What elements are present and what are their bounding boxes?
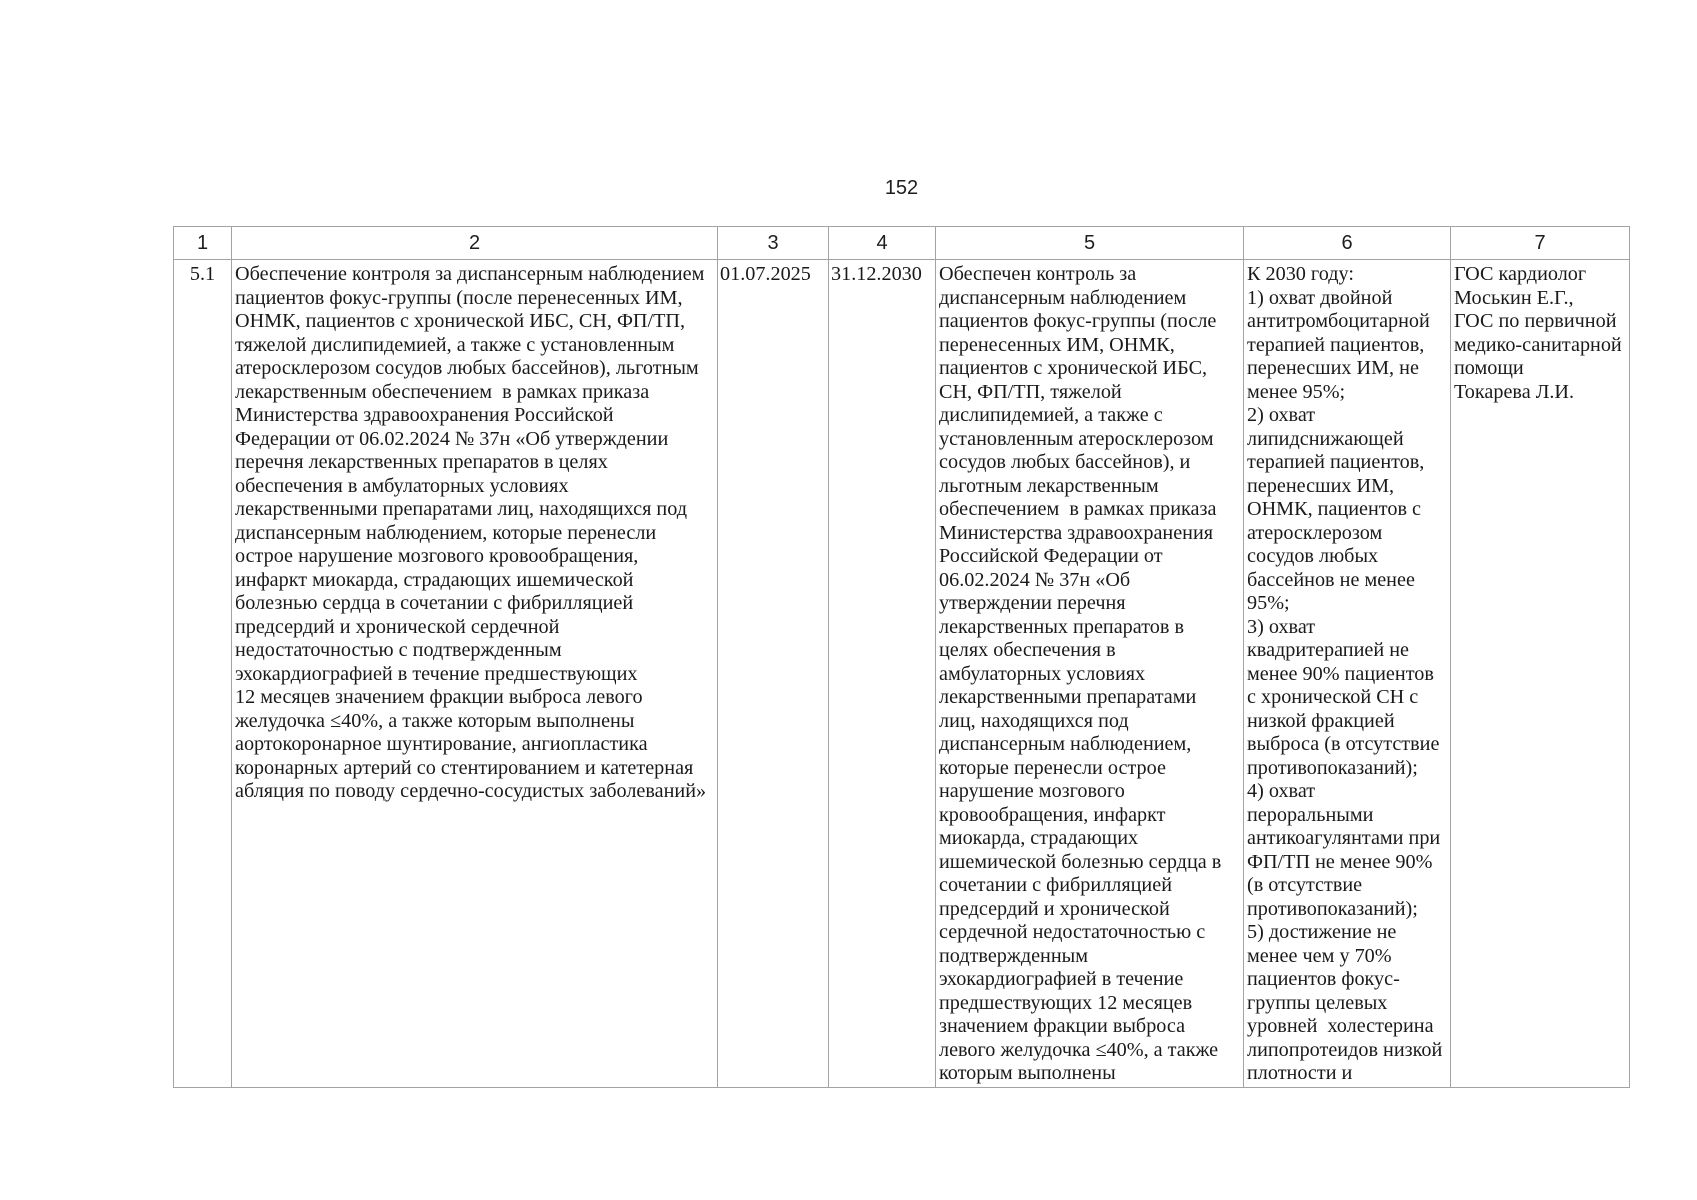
cell-activity: Обеспечение контроля за диспансерным наблюдением пациентов фокус-группы (после перенесенных ИМ, ОНМК, пациентов с хронической ИБС, СН, ФП/ТП, тяжелой дислипидемией, а также с установленным атеросклерозом сосудов любых бассейнов), льготным лекарственным обеспечением в рамках приказа Министерства здравоохранения Российской Федерации от 06.02.2024 № 37н «Об утверждении перечня лекарственных препаратов в целях обеспечения в амбулаторных условиях лекарственными препаратами лиц, находящихся под диспансерным наблюдением, которые перенесли острое нарушение мозгового кровообращения, инфаркт миокарда, страдающих ишемической болезнью сердца в сочетании с фибрилляцией предсердий и хронической сердечной недостаточностью с подтвержденным эхокардиографией в течение предшествующих 12 месяцев значением фракции выброса левого желудочка ≤40%, а также которым выполнены аортокоронарное шунтирование, ангиопластика коронарных артерий со стентированием и катетерная абляция по поводу сердечно-сосудистых заболеваний» <box>232 260 718 1088</box>
column-header-5: 5 <box>936 227 1244 260</box>
column-header-6: 6 <box>1244 227 1451 260</box>
cell-item-number: 5.1 <box>174 260 232 1088</box>
cell-end-date: 31.12.2030 <box>829 260 936 1088</box>
cell-result: Обеспечен контроль за диспансерным наблюдением пациентов фокус-группы (после перенесенных ИМ, ОНМК, пациентов с хронической ИБС, СН, ФП/ТП, тяжелой дислипидемией, а также с установленным атеросклерозом сосудов любых бассейнов), и льготным лекарственным обеспечением в рамках приказа Министерства здравоохранения Российской Федерации от 06.02.2024 № 37н «Об утверждении перечня лекарственных препаратов в целях обеспечения в амбулаторных условиях лекарственными препаратами лиц, находящихся под диспансерным наблюдением, которые перенесли острое нарушение мозгового кровообращения, инфаркт миокарда, страдающих ишемической болезнью сердца в сочетании с фибрилляцией предсердий и хронической сердечной недостаточностью с подтвержденным эхокардиографией в течение предшествующих 12 месяцев значением фракции выброса левого желудочка ≤40%, а также которым выполнены <box>936 260 1244 1088</box>
column-header-2: 2 <box>232 227 718 260</box>
column-header-1: 1 <box>174 227 232 260</box>
column-header-4: 4 <box>829 227 936 260</box>
cell-responsible: ГОС кардиолог Моськин Е.Г., ГОС по первичной медико-санитарной помощи Токарева Л.И. <box>1451 260 1630 1088</box>
column-header-3: 3 <box>718 227 829 260</box>
plan-table <box>173 226 1630 1088</box>
cell-start-date: 01.07.2025 <box>718 260 829 1088</box>
column-header-7: 7 <box>1451 227 1630 260</box>
cell-indicators: К 2030 году: 1) охват двойной антитромбоцитарной терапией пациентов, перенесших ИМ, не менее 95%; 2) охват липидснижающей терапией пациентов, перенесших ИМ, ОНМК, пациентов с атеросклерозом сосудов любых бассейнов не менее 95%; 3) охват квадритерапией не менее 90% пациентов с хронической СН с низкой фракцией выброса (в отсутствие противопоказаний); 4) охват пероральными антикоагулянтами при ФП/ТП не менее 90% (в отсутствие противопоказаний); 5) достижение не менее чем у 70% пациентов фокус- группы целевых уровней холестерина липопротеидов низкой плотности и <box>1244 260 1451 1088</box>
page-number: 152 <box>884 177 919 199</box>
